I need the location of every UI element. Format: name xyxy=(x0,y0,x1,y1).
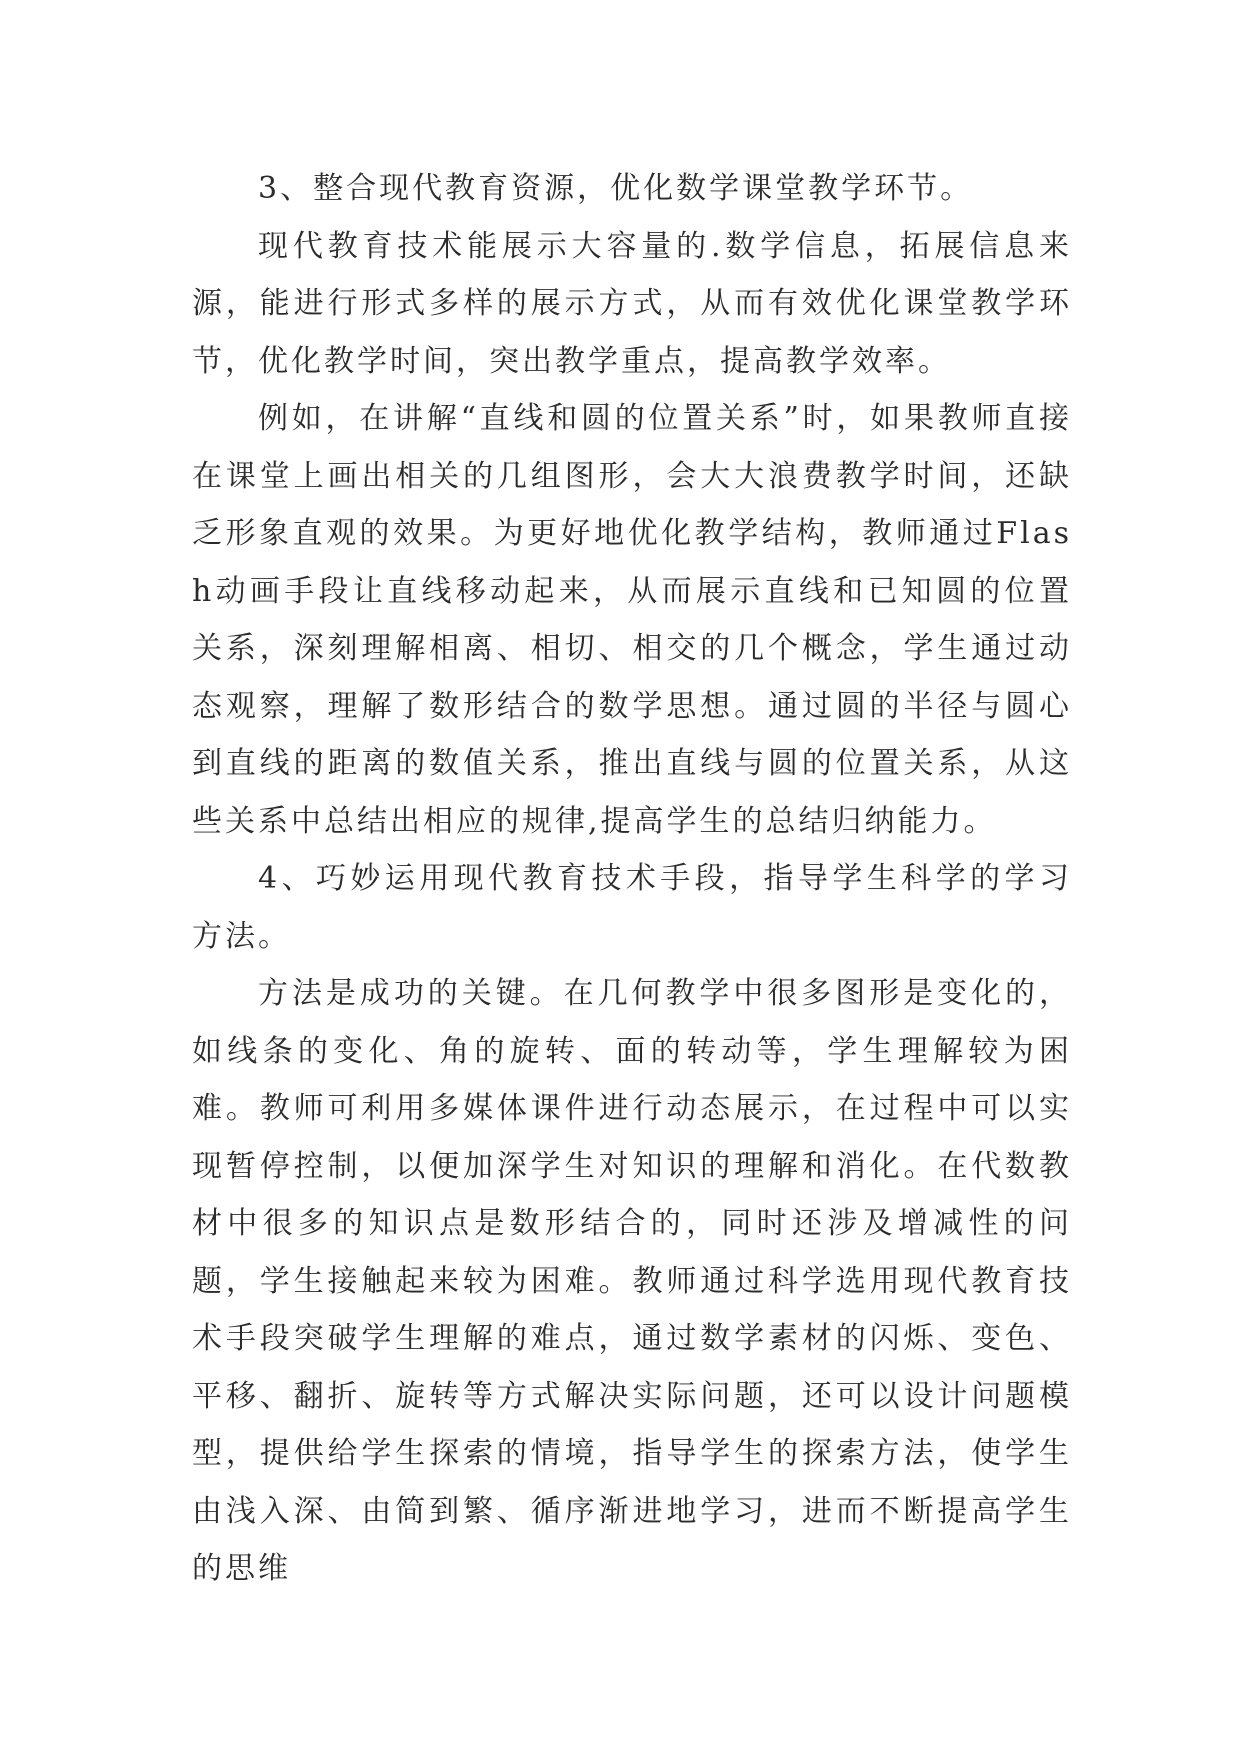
section-heading-3: 3、整合现代教育资源，优化数学课堂教学环节。 xyxy=(258,171,974,206)
paragraph: 例如，在讲解“直线和圆的位置关系”时，如果教师直接在课堂上画出相关的几组图形，会大大浪费教学时间，还缺乏形象直观的效果。为更好地优化教学结构，教师通过Flash动画手段让直线移动起来，从而展示直线和已知圆的位置关系，深刻理解相离、相切、相交的几个概念，学生通过动态观察，理解了数形结合的数学思想。通过圆的半径与圆心到直线的距离的数值关系，推出直线与圆的位置关系，从这些关系中总结出相应的规律,提高学生的总结归纳能力。 xyxy=(192,401,1072,839)
paragraph: 方法是成功的关键。在几何教学中很多图形是变化的，如线条的变化、角的旋转、面的转动等，学生理解较为困难。教师可利用多媒体课件进行动态展示，在过程中可以实现暂停控制，以便加深学生对知识的理解和消化。在代数教材中很多的知识点是数形结合的，同时还涉及增减性的问题，学生接触起来较为困难。教师通过科学选用现代教育技术手段突破学生理解的难点，通过数学素材的闪烁、变色、平移、翻折、旋转等方式解决实际问题，还可以设计问题模型，提供给学生探索的情境，指导学生的探索方法，使学生由浅入深、由简到繁、循序渐进地学习，进而不断提高学生的思维 xyxy=(192,976,1072,1586)
section-heading-4: 4、巧妙运用现代教育技术手段，指导学生科学的学习方法。 xyxy=(192,861,1072,954)
document-body xyxy=(192,160,1072,1598)
paragraph: 现代教育技术能展示大容量的.数学信息，拓展信息来源，能进行形式多样的展示方式，从而有效优化课堂教学环节，优化教学时间，突出教学重点，提高教学效率。 xyxy=(192,228,1072,379)
